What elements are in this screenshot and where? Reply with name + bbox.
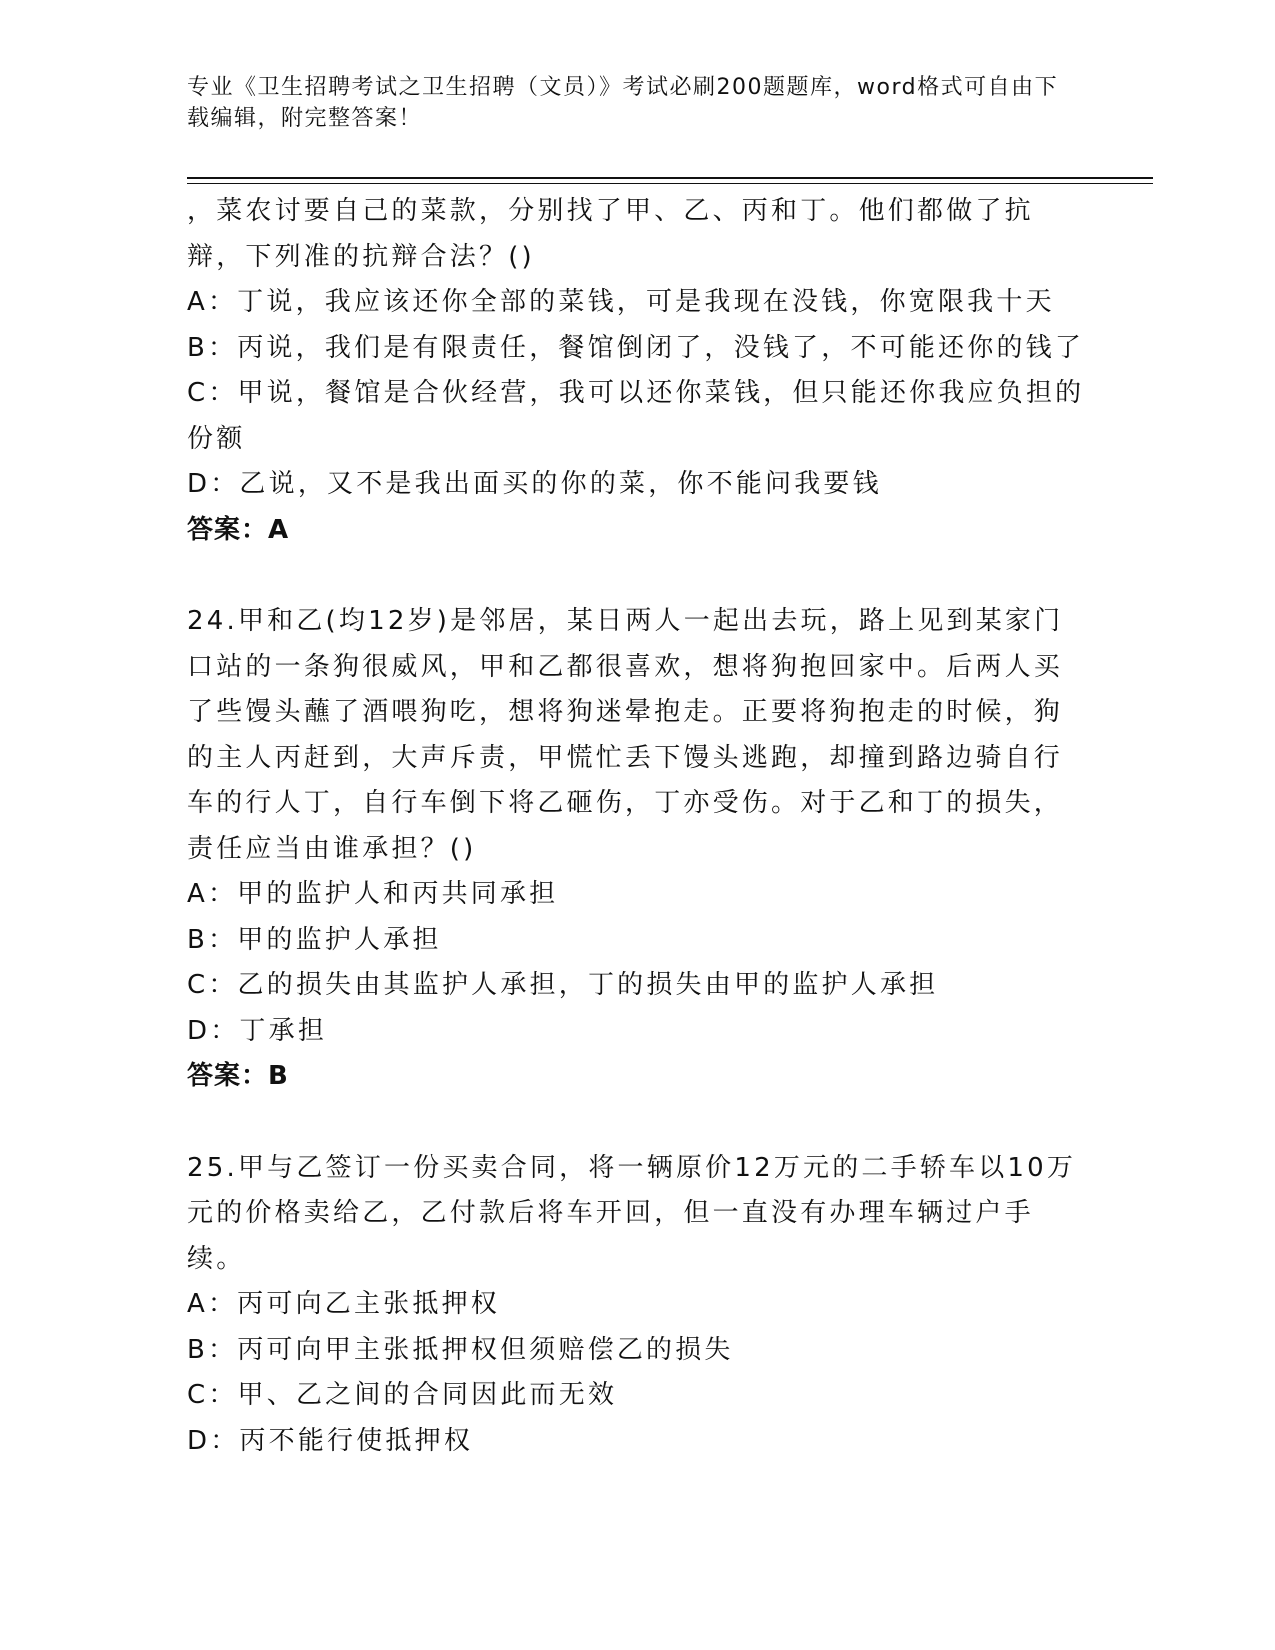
question-stem: ，菜农讨要自己的菜款，分别找了甲、乙、丙和丁。他们都做了抗辩，下列准的抗辩合法？() (187, 196, 1034, 272)
option-c: C：甲、乙之间的合同因此而无效 (187, 1380, 618, 1410)
option-a: A：甲的监护人和丙共同承担 (187, 879, 559, 909)
question-block (187, 1146, 1087, 1465)
option-list (187, 872, 1087, 1054)
option-d: D：乙说，又不是我出面买的你的菜，你不能问我要钱 (187, 469, 882, 499)
question-block (187, 599, 1087, 1100)
question-stem: 24.甲和乙(均12岁)是邻居，某日两人一起出去玩，路上见到某家门口站的一条狗很威风，甲和乙都很喜欢，想将狗抱回家中。后两人买了些馒头蘸了酒喂狗吃，想将狗迷晕抱走。正要将狗抱走的时候，狗的主人丙赶到，大声斥责，甲慌忙丢下馒头逃跑，却撞到路边骑自行车的行人丁，自行车倒下将乙砸伤，丁亦受伤。对于乙和丁的损失，责任应当由谁承担？() (187, 606, 1064, 864)
option-d: D：丙不能行使抵押权 (187, 1425, 474, 1456)
document-header (187, 72, 1067, 134)
answer-line: 答案：B (187, 1061, 289, 1091)
option-c: C：乙的损失由其监护人承担，丁的损失由甲的监护人承担 (187, 970, 939, 1000)
option-b: B：丙可向甲主张抵押权但须赔偿乙的损失 (187, 1334, 734, 1365)
document-title: 专业《卫生招聘考试之卫生招聘（文员）》考试必刷200题题库，word格式可自由下载编辑，附完整答案！ (187, 75, 1059, 131)
option-list (187, 280, 1087, 508)
option-a: A：丙可向乙主张抵押权 (187, 1289, 500, 1319)
option-d: D：丁承担 (187, 1015, 328, 1046)
option-a: A：丁说，我应该还你全部的菜钱，可是我现在没钱，你宽限我十天 (187, 287, 1055, 317)
question-block (187, 189, 1087, 553)
answer-line: 答案：A (187, 514, 290, 545)
option-list (187, 1282, 1087, 1464)
question-stem: 25.甲与乙签订一份买卖合同，将一辆原价12万元的二手轿车以10万元的价格卖给乙，乙付款后将车开回，但一直没有办理车辆过户手续。 (187, 1152, 1077, 1274)
header-divider-thin (187, 183, 1153, 184)
option-c: C：甲说，餐馆是合伙经营，我可以还你菜钱，但只能还你我应负担的份额 (187, 378, 1085, 454)
header-divider-thick (187, 177, 1153, 179)
option-b: B：丙说，我们是有限责任，餐馆倒闭了，没钱了，不可能还你的钱了 (187, 332, 1085, 363)
question-list (187, 189, 1087, 1464)
option-b: B：甲的监护人承担 (187, 924, 442, 955)
